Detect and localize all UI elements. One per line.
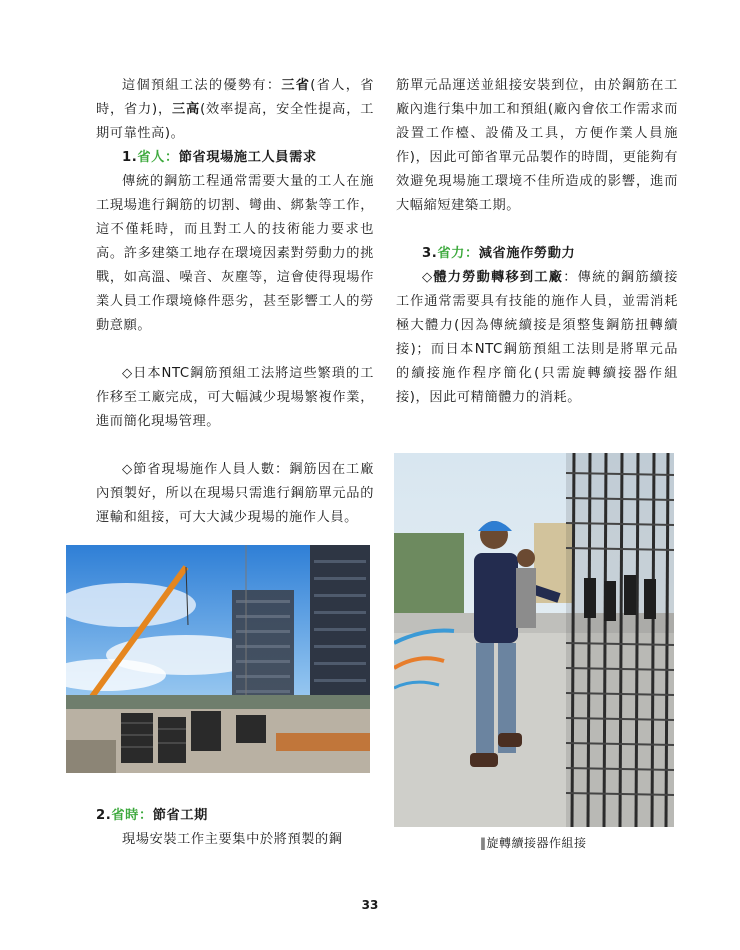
section-2 (96, 804, 374, 852)
left-column (96, 74, 374, 530)
paragraph-3: ◇節省現場施作人員人數：鋼筋因在工廠內預製好，所以在現場只需進行鋼筋單元品的運輸和組接，可大大減少現場的施作人員。 (96, 462, 374, 525)
worker-rebar-photo (394, 453, 674, 827)
paragraph-labor: ◇體力勞動轉移到工廠：傳統的鋼筋續接工作通常需要具有技能的施作人員，並需消耗極大體力(因為傳統續接是須整隻鋼筋扭轉續接)；而日本NTC鋼筋預組工法則是將單元品的續接施作程序簡化(只需旋轉續接器作組接)，因此可精簡體力的消耗。 (396, 270, 678, 405)
paragraph-continued: 筋單元品運送並組接安裝到位，由於鋼筋在工廠內進行集中加工和預組(廠內會依工作需求而設置工作檯、設備及工具，方便作業人員施作)，因此可節省單元品製作的時間，更能夠有效避免現場施工環境不佳所造成的影響，進而大幅縮短建築工期。 (396, 78, 678, 213)
page-number: 33 (361, 898, 379, 912)
paragraph-2: ◇日本NTC鋼筋預組工法將這些繁瑣的工作移至工廠完成，可大幅減少現場繁複作業，進而簡化現場管理。 (96, 366, 374, 429)
construction-site-photo (66, 545, 370, 773)
section-2-text: 現場安裝工作主要集中於將預製的鋼 (122, 832, 343, 847)
heading-2: 2.省時：節省工期 (96, 808, 208, 823)
heading-3: 3.省力：減省施作勞動力 (422, 246, 576, 261)
heading-1: 1.省人：節省現場施工人員需求 (122, 150, 317, 165)
paragraph-1: 傳統的鋼筋工程通常需要大量的工人在施工現場進行鋼筋的切割、彎曲、綁紮等工作，這不僅耗時，而且對工人的技術能力要求也高。許多建築工地存在環境因素對勞動力的挑戰，如高溫、噪音、灰塵等，這會使得現場作業人員工作環境條件惡劣，甚至影響工人的勞動意願。 (96, 174, 374, 333)
photo-caption: ‖旋轉續接器作組接 (480, 836, 587, 850)
right-column (396, 74, 678, 410)
intro-paragraph: 這個預組工法的優勢有：三省(省人，省時，省力)，三高(效率提高，安全性提高，工期可靠性高)。 (96, 78, 374, 141)
